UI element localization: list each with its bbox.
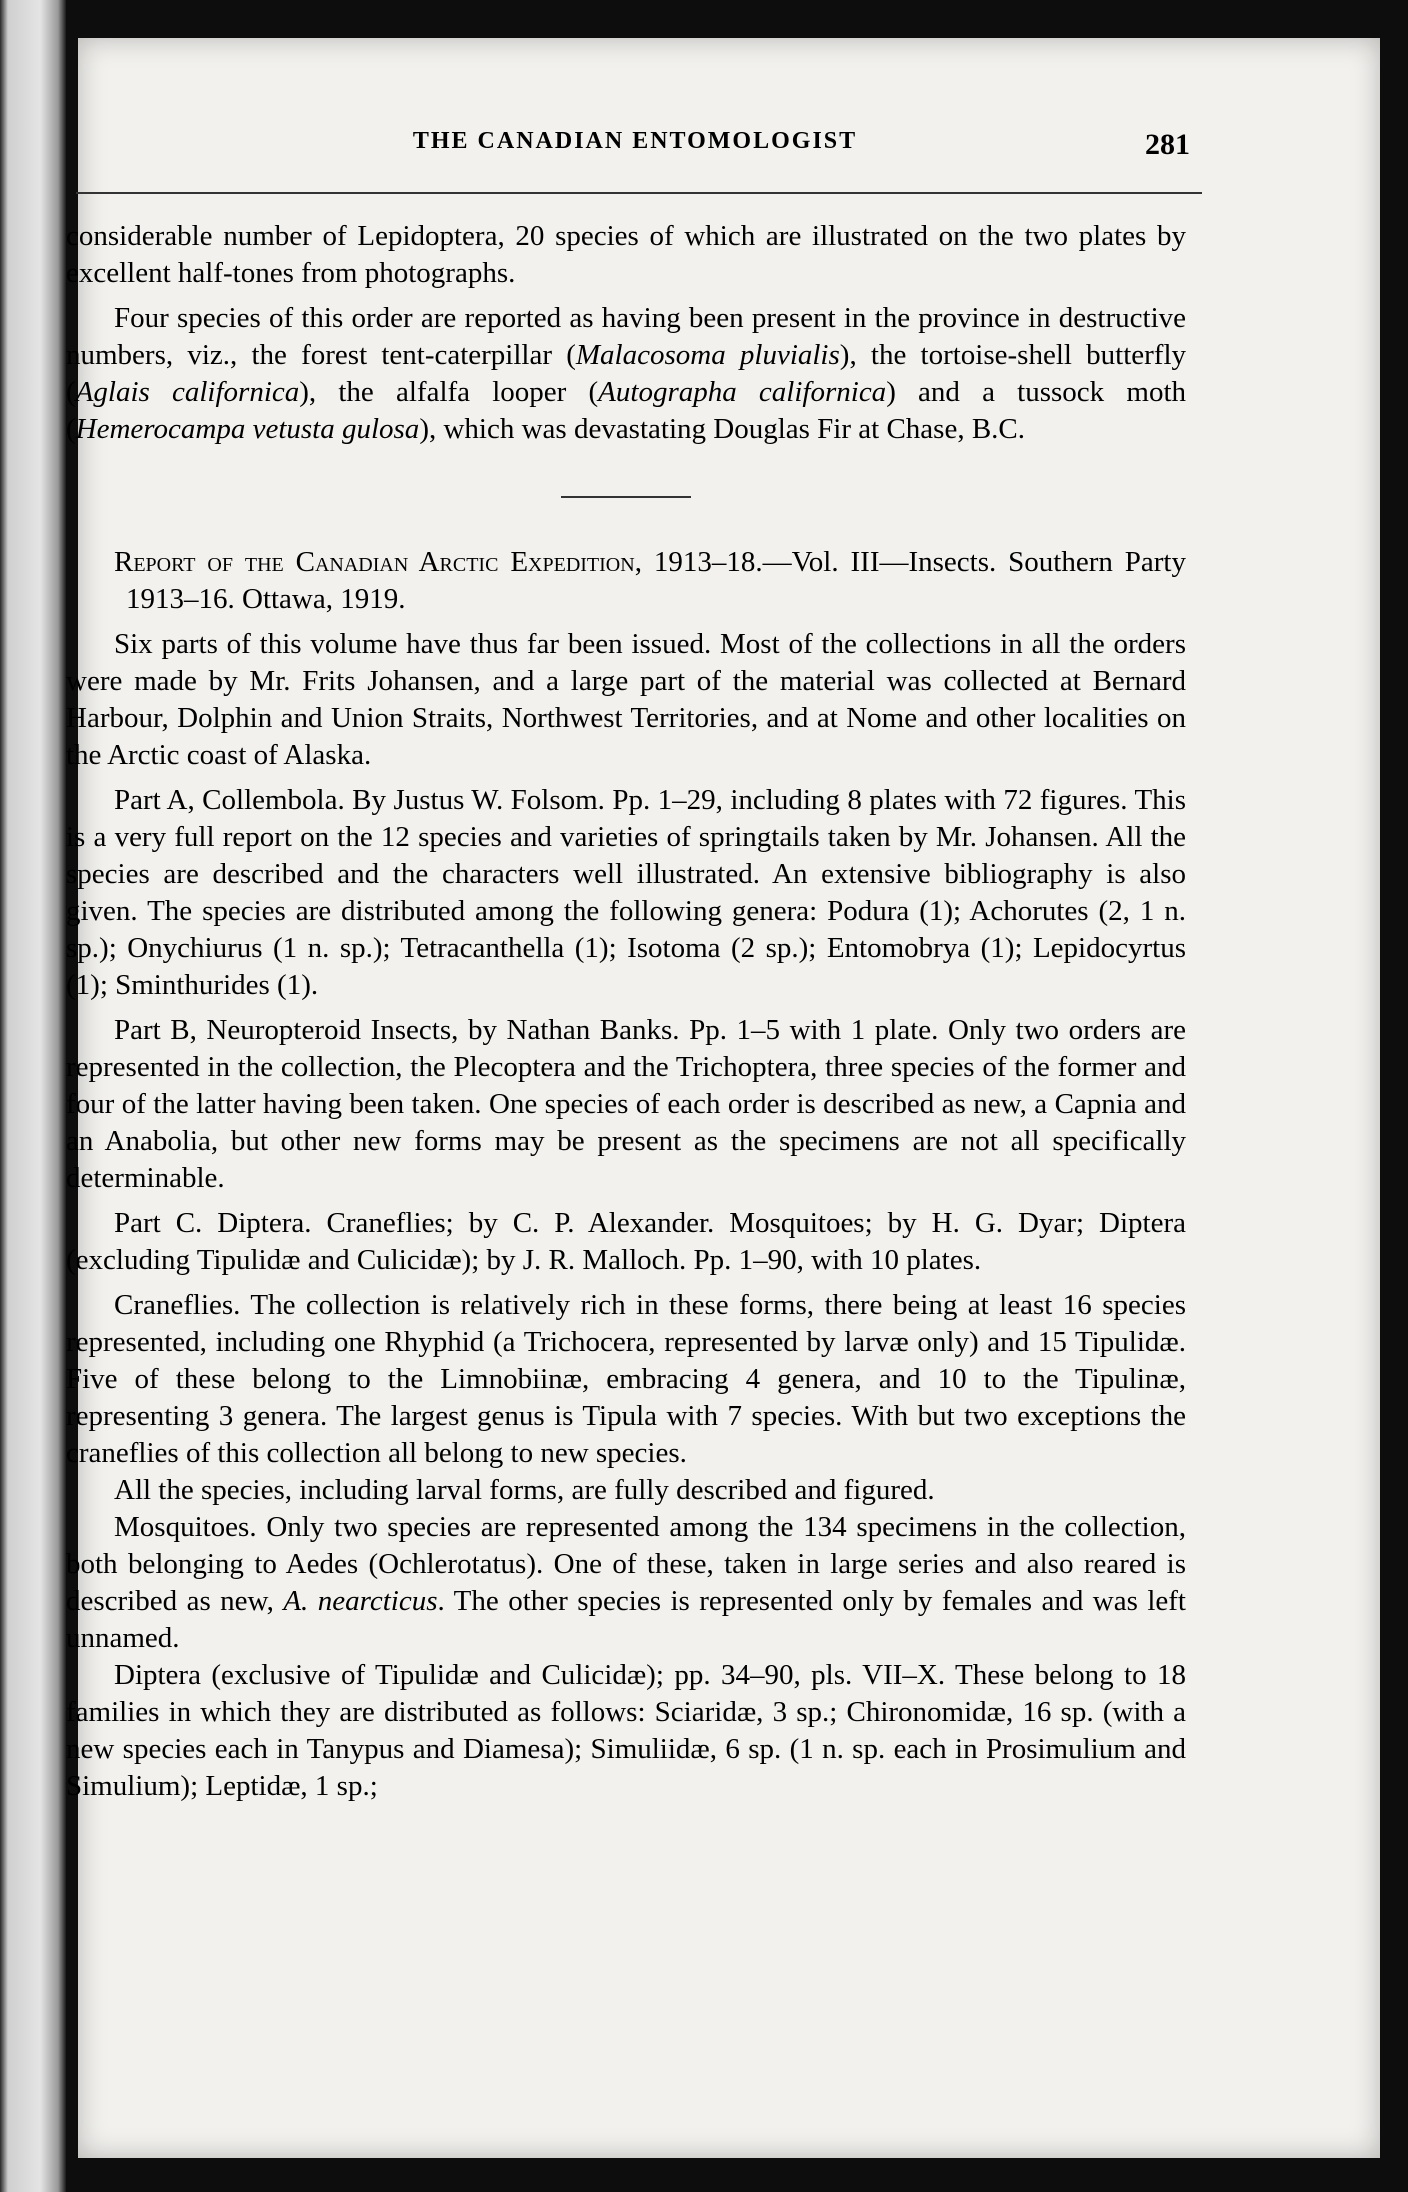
species-name: Aglais californica — [75, 376, 300, 408]
paragraph-overview: Six parts of this volume have thus far been issued. Most of the collections in all the orders were made by Mr. Frits Johansen, and a large part of the material was collected at Bernard Harbour, Dolphin and Union Straits, Northwest Territories, and at Nome and other localities on the Arctic coast of Alaska. — [66, 628, 1186, 771]
paragraph-part-a: Part A, Collembola. By Justus W. Folsom. Pp. 1–29, including 8 plates with 72 figures. This is a very full report on the 12 species and varieties of springtails taken by Mr. Johansen. All the species are described and the characters well illustrated. An extensive bibliography is also given. The species are distributed among the following genera: Podura (1); Achorutes (2, 1 n. sp.); Onychiurus (1 n. sp.); Tetracanthella (1); Isotoma (2 sp.); Entomobrya (1); Lepidocyrtus (1); Sminthurides (1). — [66, 784, 1186, 1001]
running-head — [80, 128, 1190, 168]
species-name: A. nearcticus — [283, 1585, 438, 1617]
text-run: . The other species is represented only by females and was left unnamed. — [66, 1585, 1186, 1654]
paragraph-species-described: All the species, including larval forms, are fully described and figured. — [114, 1474, 935, 1506]
species-name: Autographa californica — [598, 376, 887, 408]
report-title — [66, 544, 1186, 618]
header-rule — [76, 192, 1202, 194]
body-text — [66, 218, 1186, 1805]
report-title-smallcaps: Report of the Canadian Arctic Expedition, — [114, 546, 642, 578]
paragraph-diptera: Diptera (exclusive of Tipulidæ and Culicidæ); pp. 34–90, pls. VII–X. These belong to 18 families in which they are distributed as follows: Sciaridæ, 3 sp.; Chironomidæ, 16 sp. (with a new species each in Tanypus and Diamesa); Simuliidæ, 6 sp. (1 n. sp. each in Prosimulium and Simulium); Leptidæ, 1 sp.; — [66, 1659, 1186, 1802]
paragraph-continued: considerable number of Lepidoptera, 20 species of which are illustrated on the two plates by excellent half-tones from photographs. — [66, 220, 1186, 289]
text-run: ), which was devastating Douglas Fir at Chase, B.C. — [419, 413, 1025, 445]
paragraph-destructive-species — [66, 300, 1186, 448]
paragraph-mosquitoes — [66, 1509, 1186, 1657]
species-name: Malacosoma pluvialis — [575, 339, 840, 371]
text-run: Four species of this order are reported as having been present in the province in destructive numbers, viz., the forest tent-caterpillar ( — [66, 302, 1186, 371]
species-name: Hemerocampa vetusta gulosa — [75, 413, 420, 445]
adjacent-page-edge — [0, 0, 66, 2192]
text-run: ), the tortoise-shell butterfly ( — [66, 339, 1187, 408]
paragraph-part-c: Part C. Diptera. Craneflies; by C. P. Alexander. Mosquitoes; by H. G. Dyar; Diptera (excluding Tipulidæ and Culicidæ); by J. R. Malloch. Pp. 1–90, with 10 plates. — [66, 1207, 1186, 1276]
page-number: 281 — [1145, 128, 1190, 161]
section-separator — [561, 496, 691, 498]
text-run: ), the alfalfa looper ( — [299, 376, 599, 408]
text-run: ) and a tussock moth ( — [66, 376, 1186, 445]
paragraph-craneflies: Craneflies. The collection is relatively rich in these forms, there being at least 16 species represented, including one Rhyphid (a Trichocera, represented by larvæ only) and 15 Tipulidæ. Five of these belong to the Limnobiinæ, embracing 4 genera, and 10 to the Tipulinæ, representing 3 genera. The largest genus is Tipula with 7 species. With but two exceptions the craneflies of this collection all belong to new species. — [66, 1289, 1186, 1469]
text-run: Mosquitoes. Only two species are represented among the 134 specimens in the collection, both belonging to Aedes (Ochlerotatus). One of these, taken in large series and also reared is described as new, — [66, 1511, 1186, 1617]
journal-title: THE CANADIAN ENTOMOLOGIST — [412, 128, 858, 154]
report-title-rest: 1913–18.—Vol. III—Insects. Southern Party 1913–16. Ottawa, 1919. — [126, 546, 1186, 615]
paragraph-part-b: Part B, Neuropteroid Insects, by Nathan Banks. Pp. 1–5 with 1 plate. Only two orders are represented in the collection, the Plecoptera and the Trichoptera, three species of the former and four of the latter having been taken. One species of each order is described as new, a Capnia and an Anabolia, but other new forms may be present as the specimens are not all specifically determinable. — [66, 1014, 1186, 1194]
